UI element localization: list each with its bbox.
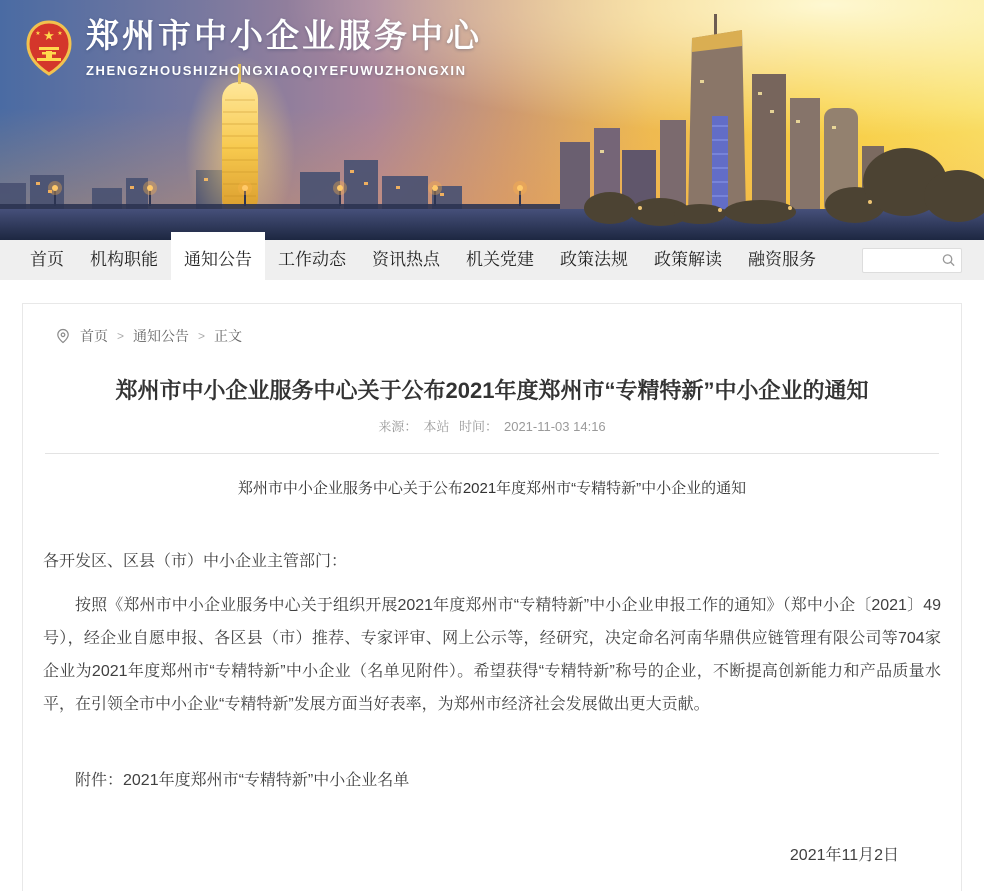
breadcrumb-notices[interactable]: 通知公告 — [133, 328, 190, 344]
nav-item-policy-interpretation[interactable]: 政策解读 — [654, 250, 722, 269]
article-date: 2021年11月2日 — [789, 847, 899, 864]
nav-item-party-building[interactable]: 机关党建 — [466, 250, 534, 269]
main-nav — [0, 240, 984, 280]
article-body-title: 郑州市中小企业服务中心关于公布2021年度郑州市“专精特新”中小企业的通知 — [237, 480, 747, 497]
time-label: 时间： — [458, 419, 498, 434]
location-pin-icon — [55, 328, 71, 344]
header-banner — [0, 0, 984, 240]
article-meta — [43, 416, 941, 435]
nav-item-financing[interactable]: 融资服务 — [748, 250, 816, 269]
national-emblem-logo — [26, 20, 72, 76]
nav-item-functions[interactable]: 机构职能 — [90, 250, 158, 269]
title-divider — [45, 453, 939, 454]
breadcrumb-current: 正文 — [214, 328, 243, 344]
breadcrumb-separator: > — [198, 329, 206, 343]
site-brand — [26, 16, 482, 78]
article-paragraph: 按照《郑州市中小企业服务中心关于组织开展2021年度郑州市“专精特新”中小企业申报工作的通知》（郑中小企〔2021〕49号），经企业自愿申报、各区县（市）推荐、专家评审、网上公示等，经研究，决定命名河南华鼎供应链管理有限公司等704家企业为2021年度郑州市“专精特新”中小企业（名单见附件）。希望获得“专精特新”称号的企业，不断提高创新能力和产品质量水平，在引领全市中小企业“专精特新”发展方面当好表率，为郑州市经济社会发展做出更大贡献。 — [43, 597, 941, 713]
time-value: 2021-11-03 14:16 — [503, 419, 606, 434]
svg-text:★: ★ — [35, 31, 41, 37]
breadcrumb-separator: > — [117, 329, 125, 343]
nav-item-home[interactable]: 首页 — [30, 250, 64, 269]
svg-text:★: ★ — [57, 31, 63, 37]
article-attachment: 附件：2021年度郑州市“专精特新”中小企业名单 — [75, 772, 410, 789]
nav-item-hot-news[interactable]: 资讯热点 — [372, 250, 440, 269]
site-title: 郑州市中小企业服务中心 — [86, 17, 482, 54]
site-subtitle-pinyin: ZHENGZHOUSHIZHONGXIAOQIYEFUWUZHONGXIN — [86, 63, 467, 78]
article-title: 郑州市中小企业服务中心关于公布2021年度郑州市“专精特新”中小企业的通知 — [115, 378, 869, 403]
svg-text:★: ★ — [43, 28, 55, 43]
breadcrumb — [43, 320, 941, 346]
search-icon[interactable] — [941, 253, 956, 268]
article-salutation: 各开发区、区县（市）中小企业主管部门： — [43, 553, 348, 570]
source-value: 本站 — [423, 419, 450, 434]
source-label: 来源： — [378, 419, 418, 434]
search-box — [862, 248, 962, 273]
nav-item-work-trends[interactable]: 工作动态 — [278, 250, 346, 269]
nav-item-policies[interactable]: 政策法规 — [560, 250, 628, 269]
nav-item-notices[interactable]: 通知公告 — [171, 232, 265, 280]
article-card — [22, 303, 962, 891]
breadcrumb-home[interactable]: 首页 — [80, 328, 108, 344]
